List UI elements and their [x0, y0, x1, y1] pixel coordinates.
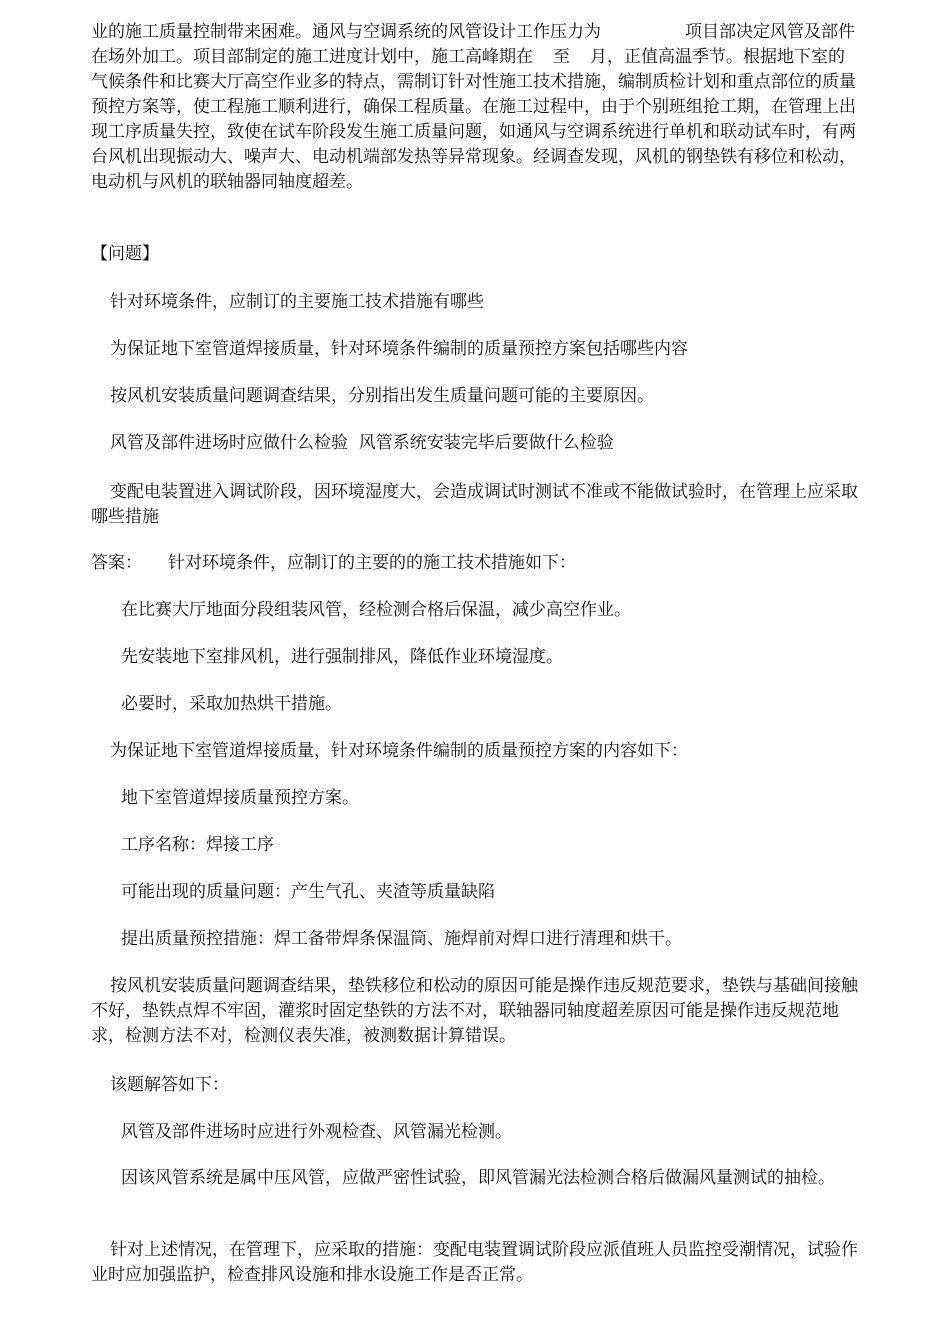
answer-4-item-2: 因该风管系统是属中压风管，应做严密性试验，即风管漏光法检测合格后做漏风量测试的抽检。: [121, 1168, 835, 1188]
question-5: 变配电装置进入调试阶段，因环境湿度大，会造成调试时测试不准或不能做试验时，在管理上应采取哪些措施: [91, 482, 858, 527]
intro-line2c: 月，正值高温季: [590, 47, 709, 67]
question-4: 风管及部件进场时应做什么检验 风管系统安装完毕后要做什么检验: [110, 433, 614, 453]
answer-2-item-3: 可能出现的质量问题：产生气孔、夹渣等质量缺陷: [121, 882, 495, 902]
intro-line1b: 项目部决定风: [685, 22, 787, 42]
question-2: 为保证地下室管道焊接质量，针对环境条件编制的质量预控方案包括哪些内容: [110, 339, 688, 359]
answer-1-item-3: 必要时，采取加热烘干措施。: [121, 694, 342, 714]
answer-1-item-2: 先安装地下室排风机，进行强制排风，降低作业环境湿度。: [121, 647, 563, 667]
answer-2-item-2: 工序名称：焊接工序: [121, 835, 274, 855]
question-3: 按风机安装质量问题调查结果，分别指出发生质量问题可能的主要原因。: [110, 386, 654, 406]
intro-line2a: 管及部件在场外加工。项目部制定的施工进度计划中，施工高峰期在: [91, 22, 855, 67]
intro-line2b: 至: [553, 47, 570, 67]
intro-rest: 节。根据地下室的气候条件和比赛大厅高空作业多的特点，需制订针对性施工技术措施，编制质检计划和重点部位的质量预控方案等，使工程施工顺利进行，确保工程质量。在施工过程中，由于个别班组抢工期，在管理上出现工序质量失控，致使在试车阶段发生施工质量问题，如通风与空调系统进行单机和联动试车时，有两台风机出现振动大、噪声大、电动机端部发热等异常现象。经调查发现，风机的钢垫铁有移位和松动，电动机与风机的联轴器同轴度超差。: [91, 47, 856, 192]
intro-line1a: 业的施工质量控制带来困难。通风与空调系统的风管设计工作压力为: [91, 22, 601, 42]
answer-1-intro-text: 针对环境条件，应制订的主要的的施工技术措施如下：: [168, 553, 576, 573]
answer-5: 针对上述情况，在管理下，应采取的措施：变配电装置调试阶段应派值班人员监控受潮情况，试验作业时应加强监护，检查排风设施和排水设施工作是否正常。: [91, 1240, 858, 1285]
answer-2-item-4: 提出质量预控措施：焊工备带焊条保温筒、施焊前对焊口进行清理和烘干。: [121, 929, 682, 949]
questions-heading: 【问题】: [91, 244, 159, 264]
answer-4-intro: 该题解答如下：: [110, 1075, 229, 1095]
answer-1-item-1: 在比赛大厅地面分段组装风管，经检测合格后保温，减少高空作业。: [121, 600, 631, 620]
answer-2-intro: 为保证地下室管道焊接质量，针对环境条件编制的质量预控方案的内容如下：: [110, 741, 688, 761]
question-1: 针对环境条件，应制订的主要施工技术措施有哪些: [110, 292, 484, 312]
answer-2-item-1: 地下室管道焊接质量预控方案。: [121, 788, 359, 808]
answer-1-intro: [91, 551, 861, 576]
answer-3: 按风机安装质量问题调查结果，垫铁移位和松动的原因可能是操作违反规范要求，垫铁与基础间接触不好，垫铁点焊不牢固，灌浆时固定垫铁的方法不对，联轴器同轴度超差原因可能是操作违反规范地求，检测方法不对，检测仪表失准，被测数据计算错误。: [91, 976, 858, 1046]
intro-paragraph: [91, 20, 861, 195]
answer-label: 答案：: [91, 553, 142, 573]
answer-4-item-1: 风管及部件进场时应进行外观检查、风管漏光检测。: [121, 1122, 512, 1142]
